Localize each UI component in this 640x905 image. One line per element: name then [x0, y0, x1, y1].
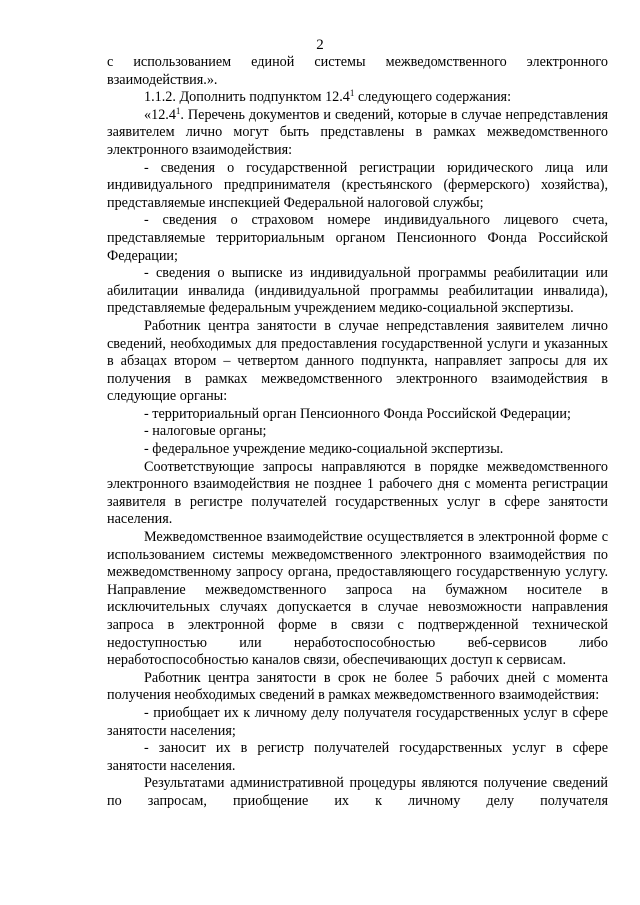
list-item — [107, 406, 608, 424]
paragraph-text: Межведомственное взаимодействие осуществляется в электронной форме с использованием системы межведомственного электронного взаимодействия по межведомственному запросу органа, предоставляющего государственную услугу. Направление межведомственного запроса на бумажном носителе в исключительных случаях допускается в случае невозможности направления запроса в электронной форме в связи с подтвержденной технической недоступностью или неработоспособностью веб-сервисов либо неработоспособностью каналов связи, обеспечивающих доступ к сервисам. — [107, 529, 608, 669]
paragraph-text: с использованием единой системы межведомственного электронного взаимодействия.». — [107, 54, 608, 88]
paragraph-text: - сведения о страховом номере индивидуального лицевого счета, представляемые территориальным органом Пенсионного Фонда Российской Федерации; — [107, 212, 608, 264]
paragraph — [107, 54, 608, 89]
paragraph — [107, 107, 608, 160]
list-item — [107, 423, 608, 441]
paragraph-text: - налоговые органы; — [144, 423, 267, 440]
paragraph-text: - федеральное учреждение медико-социальной экспертизы. — [144, 441, 504, 458]
paragraph — [107, 529, 608, 670]
list-item — [107, 212, 608, 265]
paragraph — [107, 670, 608, 705]
paragraph-text: - сведения о государственной регистрации юридического лица или индивидуального предпринимателя (крестьянского (фермерского) хозяйства), представляемые инспекцией Федеральной налоговой службы; — [107, 159, 608, 211]
page-number: 2 — [316, 37, 324, 53]
paragraph-text: 1.1.2. Дополнить подпунктом 12.4 — [144, 89, 350, 106]
paragraph-text: Результатами административной процедуры являются получение сведений по запросам, приобщение их к личному делу получателя — [107, 775, 608, 809]
paragraph-text: Работник центра занятости в случае непредставления заявителем лично сведений, необходимых для предоставления государственной услуги и указанных в абзацах втором – четвертом данного подпункта, направляет запросы для их получения в рамках межведомственного электронного взаимодействия в следующие органы: — [107, 317, 608, 405]
paragraph-text: «12.4 — [144, 106, 176, 123]
list-item — [107, 740, 608, 775]
paragraph-text: - приобщает их к личному делу получателя государственных услуг в сфере занятости населения; — [107, 704, 608, 739]
paragraph-text: Работник центра занятости в срок не более 5 рабочих дней с момента получения необходимых сведений в рамках межведомственного взаимодействия: — [107, 669, 608, 704]
list-item — [107, 160, 608, 213]
list-item — [107, 441, 608, 459]
list-item — [107, 705, 608, 740]
paragraph — [107, 318, 608, 406]
paragraph — [107, 459, 608, 529]
paragraph-text-tail: . Перечень документов и сведений, которые в случае непредставления заявителем лично могут быть представлены в рамках межведомственного электронного взаимодействия: — [107, 106, 608, 158]
paragraph-text: - сведения о выписке из индивидуальной программы реабилитации или абилитации инвалида (индивидуальной программы реабилитации инвалида), представляемые федеральным учреждением медико-социальной экспертизы. — [107, 265, 608, 317]
superscript: 1 — [349, 88, 355, 99]
paragraph-text-tail: следующего содержания: — [354, 89, 512, 106]
paragraph-text: Соответствующие запросы направляются в порядке межведомственного электронного взаимодействия не позднее 1 рабочего дня с момента регистрации заявителя в регистре получателей государственных услуг в сфере занятости населения. — [107, 458, 608, 528]
paragraph — [107, 89, 608, 107]
document-body — [107, 54, 608, 811]
paragraph-text: - территориальный орган Пенсионного Фонда Российской Федерации; — [144, 405, 571, 422]
list-item — [107, 265, 608, 318]
superscript: 1 — [175, 105, 181, 116]
paragraph — [107, 775, 608, 810]
paragraph-text: - заносит их в регистр получателей государственных услуг в сфере занятости населения. — [107, 740, 608, 774]
